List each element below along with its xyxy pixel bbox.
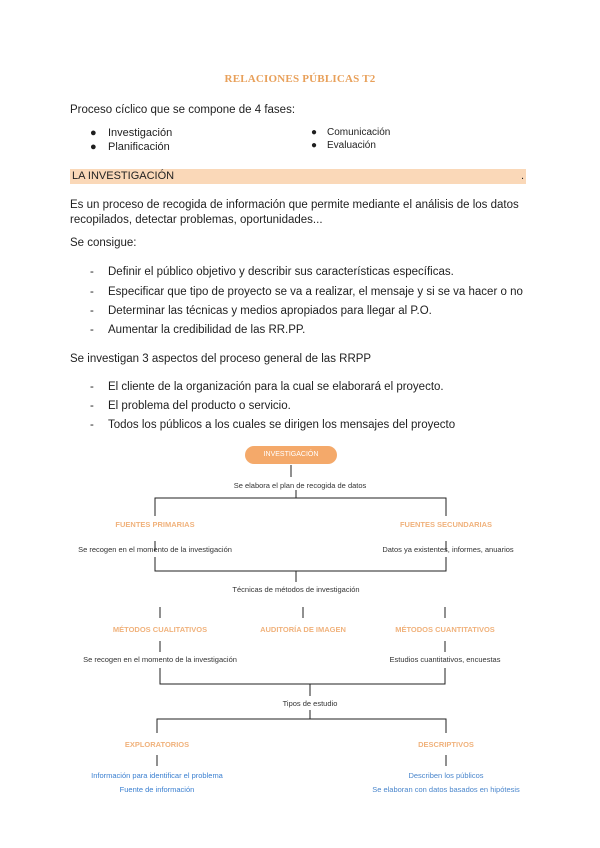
definition-line: recopilados, detectar problemas, oportunidades... [70, 214, 323, 226]
dash-icon: - [90, 266, 94, 278]
section-heading: LA INVESTIGACIÓN [72, 170, 175, 182]
node-auditoria-imagen: AUDITORÍA DE IMAGEN [260, 625, 346, 634]
bullet-icon: ● [90, 141, 97, 153]
phase-list-left-item: ● Investigación [90, 127, 173, 139]
connector-bracket [155, 498, 446, 516]
node-tecnicas: Técnicas de métodos de investigación [232, 585, 360, 594]
section-heading-end: . [520, 170, 524, 182]
bullet-icon: ● [90, 127, 97, 139]
intro-text: Proceso cíclico que se compone de 4 fases: [70, 104, 296, 116]
achieves-item: - Definir el público objetivo y describir sus características específicas. [90, 266, 454, 278]
node-descriptivos-desc: Se elaboran con datos basados en hipótesis [372, 785, 520, 794]
achieves-item: - Determinar las técnicas y medios apropiados para llegar al P.O. [90, 305, 432, 317]
node-metodos-cuantitativos: MÉTODOS CUANTITATIVOS [395, 625, 495, 634]
node-fuentes-secundarias: FUENTES SECUNDARIAS [399, 520, 493, 529]
dash-icon: - [90, 286, 94, 298]
node-exploratorios-desc: Información para identificar el problema [91, 771, 223, 780]
aspects-item: - El cliente de la organización para la cual se elaborará el proyecto. [90, 381, 444, 393]
node-exploratorios: EXPLORATORIOS [124, 740, 190, 749]
diagram-root-node: INVESTIGACIÓN [245, 446, 337, 464]
aspects-item: - Todos los públicos a los cuales se dirigen los mensajes del proyecto [90, 419, 456, 431]
node-metodos-cualitativos: MÉTODOS CUALITATIVOS [112, 625, 208, 634]
node-metodos-cuantitativos-desc: Estudios cuantitativos, encuestas [389, 655, 501, 664]
connector-bracket [155, 557, 446, 571]
aspects-label: Se investigan 3 aspectos del proceso general de las RRPP [70, 353, 372, 365]
aspects-item: - El problema del producto o servicio. [90, 400, 291, 412]
page-title: RELACIONES PÚBLICAS T2 [224, 73, 376, 85]
node-descriptivos: DESCRIPTIVOS [418, 740, 474, 749]
dash-icon: - [90, 419, 94, 431]
phase-list-left-item: ● Planificación [90, 141, 170, 153]
achieves-item: - Aumentar la credibilidad de las RR.PP. [90, 324, 306, 336]
node-fuentes-primarias-desc: Se recogen en el momento de la investigación [78, 545, 232, 554]
node-tipos-estudio: Tipos de estudio [282, 699, 338, 708]
dash-icon: - [90, 324, 94, 336]
bullet-icon: ● [311, 127, 318, 138]
bullet-icon: ● [311, 140, 318, 151]
diagram-root-subtitle: Se elabora el plan de recogida de datos [233, 481, 367, 490]
achieves-label: Se consigue: [70, 237, 137, 249]
node-descriptivos-desc: Describen los públicos [408, 771, 484, 780]
dash-icon: - [90, 305, 94, 317]
phase-list-right-item: ● Evaluación [311, 140, 376, 151]
dash-icon: - [90, 400, 94, 412]
dash-icon: - [90, 381, 94, 393]
node-fuentes-secundarias-desc: Datos ya existentes, informes, anuarios [382, 545, 514, 554]
connector-bracket [160, 668, 445, 684]
phase-list-right-item: ● Comunicación [311, 127, 391, 138]
node-fuentes-primarias: FUENTES PRIMARIAS [115, 520, 195, 529]
connector-bracket [157, 719, 446, 733]
achieves-item: - Especificar que tipo de proyecto se va a realizar, el mensaje y si se va hacer o no [90, 286, 523, 298]
node-exploratorios-desc: Fuente de información [119, 785, 195, 794]
node-metodos-cualitativos-desc: Se recogen en el momento de la investigación [83, 655, 237, 664]
definition-line: Es un proceso de recogida de información que permite mediante el análisis de los datos [70, 199, 519, 211]
